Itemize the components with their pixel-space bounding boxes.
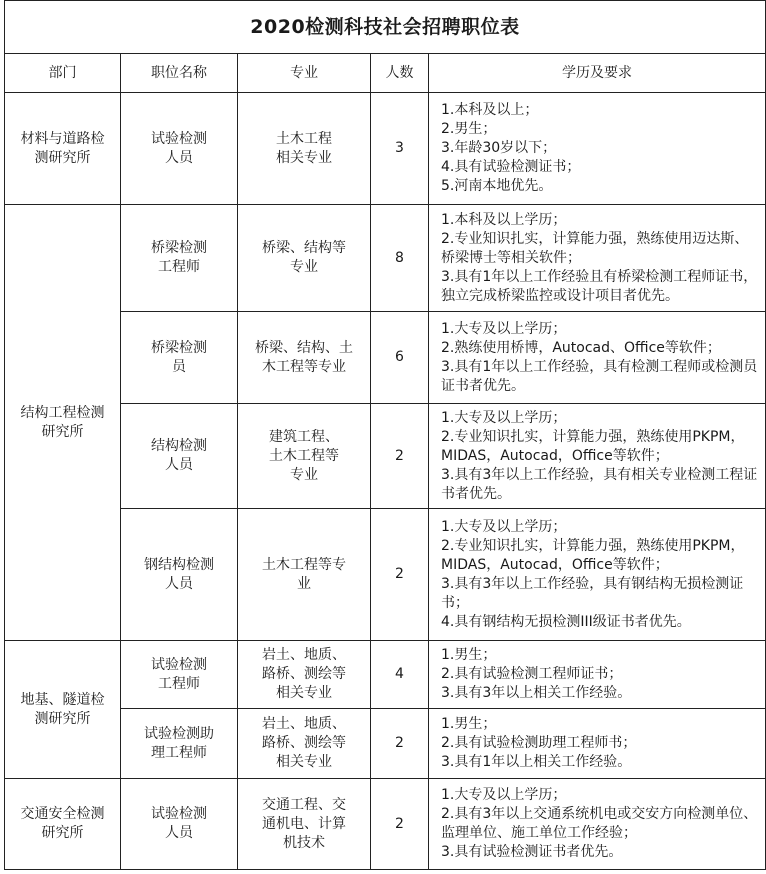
requirement-line: 1.本科及以上； xyxy=(441,102,539,118)
major-cell xyxy=(238,641,371,709)
requirement-line: 2.具有3年以上交通系统机电或交安方向检测单位、监理单位、施工单位工作经验； xyxy=(441,806,758,841)
dept-name: 结构工程检测研究所 xyxy=(20,404,105,440)
major-cell xyxy=(238,312,371,404)
requirement-line: 3.具有3年以上工作经验，具有钢结构无损检测证书； xyxy=(441,575,744,611)
requirement-line: 2.专业知识扎实，计算能力强，熟练使用PKPM，MIDAS，Autocad，Office等软件； xyxy=(441,537,745,573)
position-cell xyxy=(121,509,238,641)
major-cell xyxy=(238,404,371,509)
position-cell xyxy=(121,709,238,779)
table-row xyxy=(5,93,766,205)
requirement-line: 3.具有3年以上工作经验，具有相关专业检测工程证书者优先。 xyxy=(441,466,758,502)
position-name: 结构检测人员 xyxy=(151,438,207,473)
requirement-line: 3.具有1年以上工作经验，具有检测工程师或检测员证书者优先。 xyxy=(441,358,758,394)
header-count: 人数 xyxy=(371,54,429,93)
headcount: 2 xyxy=(371,404,429,509)
major-name: 岩土、地质、路桥、测绘等相关专业 xyxy=(262,647,346,701)
position-cell xyxy=(121,779,238,870)
requirements-cell xyxy=(429,404,766,509)
position-name: 桥梁检测工程师 xyxy=(151,240,207,275)
recruitment-table xyxy=(4,0,766,870)
headcount: 2 xyxy=(371,509,429,641)
major-name: 建筑工程、土木工程等专业 xyxy=(269,428,339,483)
dept-cell xyxy=(5,93,121,205)
table-row xyxy=(5,205,766,312)
requirement-line: 2.熟练使用桥博，Autocad、Office等软件； xyxy=(441,339,721,356)
requirements-cell xyxy=(429,709,766,779)
headcount: 2 xyxy=(371,709,429,779)
requirement-line: 1.男生； xyxy=(441,647,497,663)
headcount: 6 xyxy=(371,312,429,404)
requirement-line: 2.具有试验检测工程师证书； xyxy=(441,666,623,682)
requirements-cell xyxy=(429,509,766,641)
requirement-line: 2.具有试验检测助理工程师书； xyxy=(441,735,637,751)
major-name: 桥梁、结构、土木工程等专业 xyxy=(255,339,353,375)
requirement-line: 2.男生； xyxy=(441,121,497,137)
position-cell xyxy=(121,641,238,709)
major-name: 土木工程相关专业 xyxy=(276,130,332,166)
dept-cell xyxy=(5,641,121,779)
dept-name: 交通安全检测研究所 xyxy=(20,806,105,841)
requirement-line: 3.具有1年以上工作经验且有桥梁检测工程师证书，独立完成桥梁监控或设计项目者优先。 xyxy=(441,268,758,304)
table-row xyxy=(5,779,766,870)
header-major: 专业 xyxy=(238,54,371,93)
requirement-line: 4.具有钢结构无损检测III级证书者优先。 xyxy=(441,613,691,630)
major-cell xyxy=(238,205,371,312)
requirement-line: 1.大专及以上学历； xyxy=(441,518,567,535)
position-cell xyxy=(121,205,238,312)
position-name: 试验检测人员 xyxy=(151,806,207,841)
major-name: 桥梁、结构等专业 xyxy=(262,240,346,275)
requirements-cell xyxy=(429,779,766,870)
major-cell xyxy=(238,93,371,205)
requirement-line: 1.大专及以上学历； xyxy=(441,787,567,803)
requirements-cell xyxy=(429,93,766,205)
requirement-line: 3.具有1年以上相关工作经验。 xyxy=(441,754,632,770)
requirement-line: 3.年龄30岁以下； xyxy=(441,140,557,156)
header-position: 职位名称 xyxy=(121,54,238,93)
headcount: 3 xyxy=(371,93,429,205)
major-name: 岩土、地质、路桥、测绘等相关专业 xyxy=(262,716,346,770)
major-name: 交通工程、交通机电、计算机技术 xyxy=(262,796,346,851)
position-name: 钢结构检测人员 xyxy=(144,556,214,592)
headcount: 8 xyxy=(371,205,429,312)
position-name: 桥梁检测员 xyxy=(151,339,207,375)
position-name: 试验检测人员 xyxy=(151,130,207,166)
requirements-cell xyxy=(429,641,766,709)
headcount: 4 xyxy=(371,641,429,709)
position-cell xyxy=(121,312,238,404)
requirement-line: 2.专业知识扎实，计算能力强，熟练使用PKPM，MIDAS，Autocad，Office等软件； xyxy=(441,428,745,464)
major-name: 土木工程等专业 xyxy=(262,556,346,592)
requirements-cell xyxy=(429,205,766,312)
header-row xyxy=(5,54,766,93)
requirement-line: 4.具有试验检测证书； xyxy=(441,159,581,175)
requirements-cell xyxy=(429,312,766,404)
major-cell xyxy=(238,509,371,641)
headcount: 2 xyxy=(371,779,429,870)
position-name: 试验检测助理工程师 xyxy=(144,725,214,761)
requirement-line: 1.本科及以上学历； xyxy=(441,211,567,228)
table-title: 2020检测科技社会招聘职位表 xyxy=(5,1,766,54)
header-requirements: 学历及要求 xyxy=(429,54,766,93)
dept-cell xyxy=(5,205,121,641)
dept-name: 地基、隧道检测研究所 xyxy=(20,691,105,727)
requirement-line: 5.河南本地优先。 xyxy=(441,178,553,194)
position-cell xyxy=(121,404,238,509)
requirement-line: 3.具有试验检测证书者优先。 xyxy=(441,844,623,860)
requirement-line: 1.男生； xyxy=(441,716,497,732)
requirement-line: 1.大专及以上学历； xyxy=(441,320,567,337)
dept-cell xyxy=(5,779,121,870)
major-cell xyxy=(238,779,371,870)
header-dept: 部门 xyxy=(5,54,121,93)
dept-name: 材料与道路检测研究所 xyxy=(20,130,105,166)
position-name: 试验检测工程师 xyxy=(151,656,207,692)
position-cell xyxy=(121,93,238,205)
requirement-line: 1.大专及以上学历； xyxy=(441,409,567,426)
major-cell xyxy=(238,709,371,779)
requirement-line: 3.具有3年以上相关工作经验。 xyxy=(441,685,632,701)
requirement-line: 2.专业知识扎实，计算能力强，熟练使用迈达斯、桥梁博士等相关软件； xyxy=(441,230,749,266)
table-row xyxy=(5,641,766,709)
